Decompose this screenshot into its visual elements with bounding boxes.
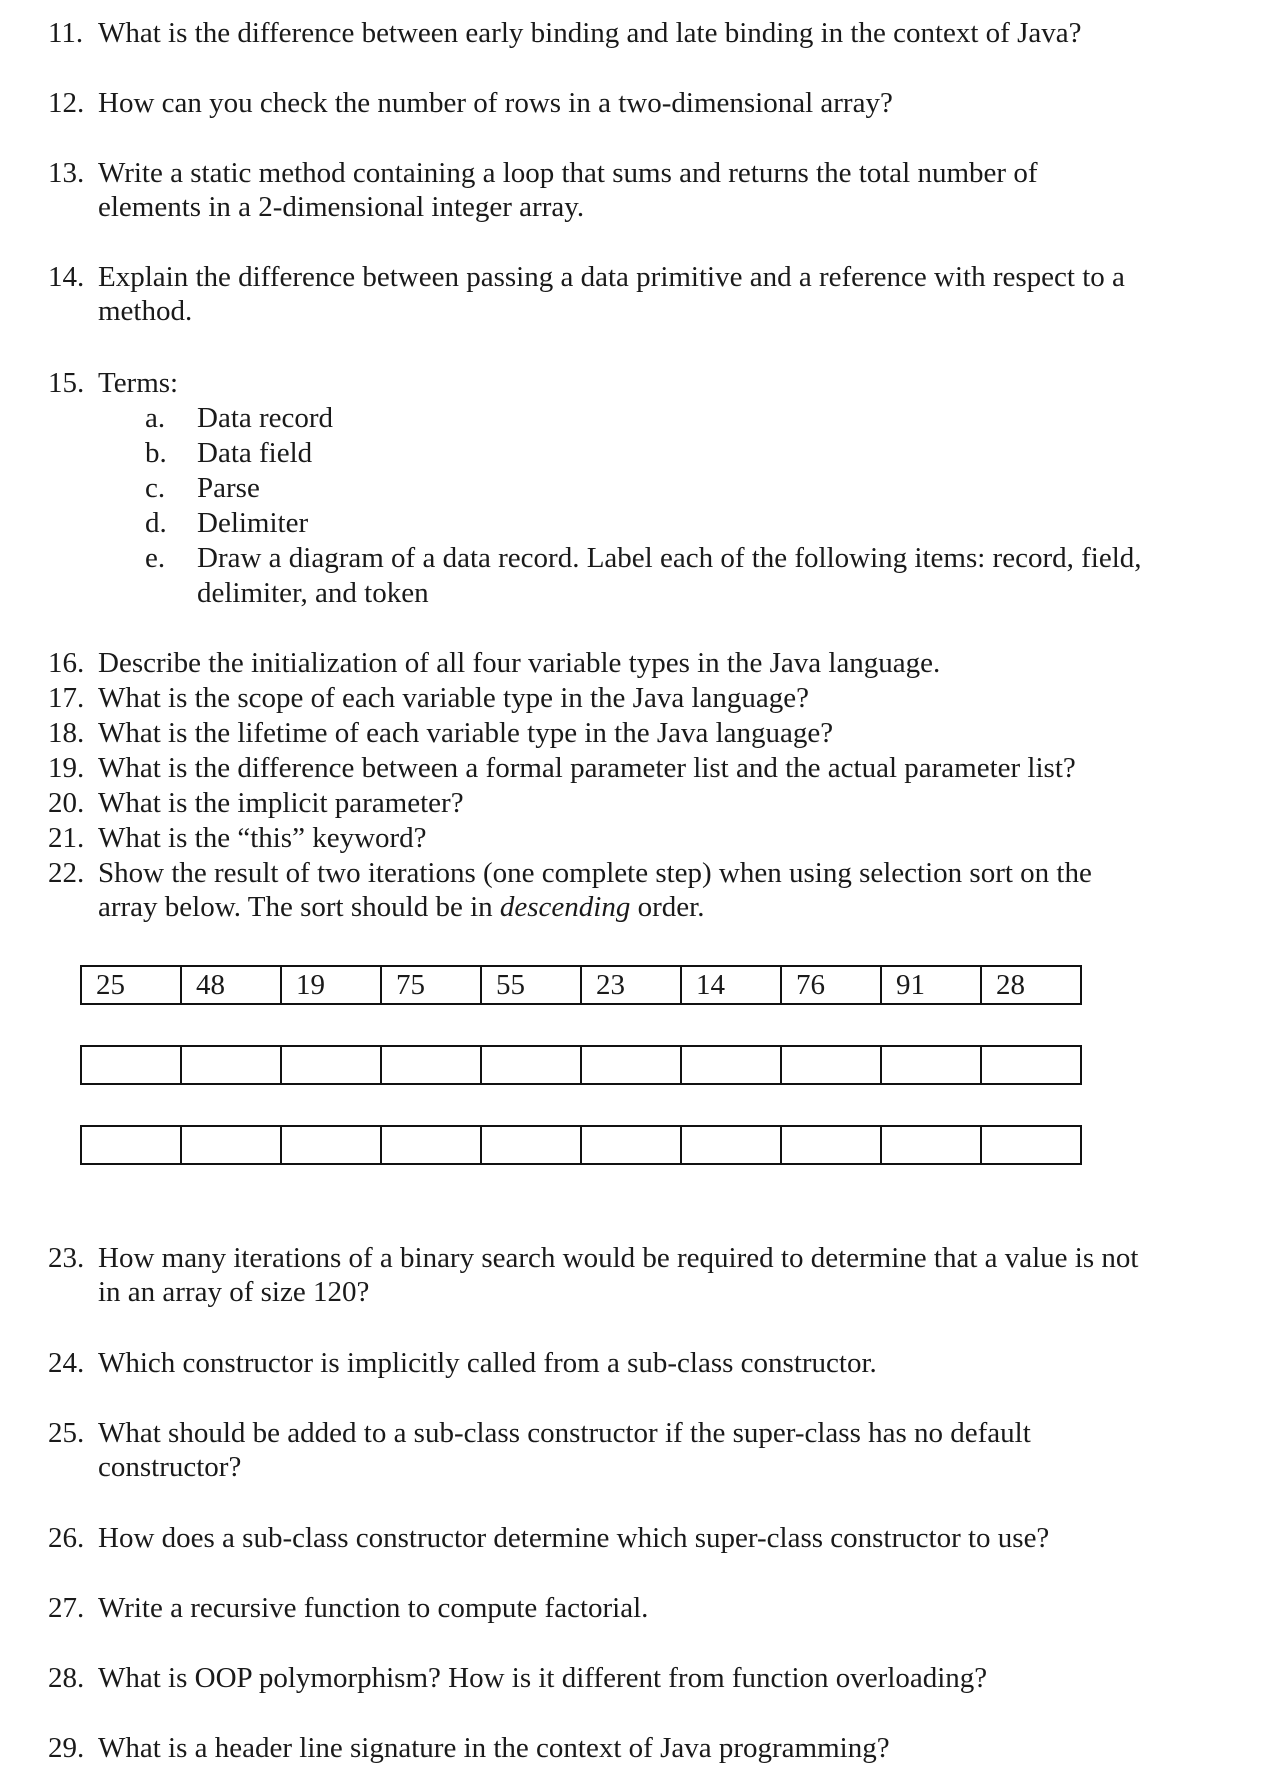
question-21 — [48, 821, 1228, 855]
question-text-line1: What should be added to a sub-class constructor if the super-class has no default — [98, 1417, 1031, 1449]
array-cell: 76 — [782, 967, 882, 1003]
question-text: How can you check the number of rows in a two-dimensional array? — [98, 87, 893, 119]
question-number: 26. — [48, 1522, 85, 1554]
question-text: Describe the initialization of all four variable types in the Java language. — [98, 647, 941, 679]
question-14 — [48, 260, 1228, 328]
question-28 — [48, 1661, 1228, 1695]
array-cell-blank[interactable] — [82, 1127, 182, 1163]
question-text: What is the difference between a formal parameter list and the actual parameter list? — [98, 752, 1076, 784]
array-cell: 23 — [582, 967, 682, 1003]
question-text: What is a header line signature in the context of Java programming? — [98, 1732, 890, 1764]
array-cell-blank[interactable] — [682, 1047, 782, 1083]
array-cell: 19 — [282, 967, 382, 1003]
array-cell-blank[interactable] — [482, 1127, 582, 1163]
question-number: 19. — [48, 752, 85, 784]
array-iteration-1-blank — [80, 1045, 1082, 1085]
array-cell: 91 — [882, 967, 982, 1003]
array-cell-blank[interactable] — [782, 1127, 882, 1163]
term-letter: a. — [145, 402, 166, 434]
question-text-line1: How many iterations of a binary search would be required to determine that a value is not — [98, 1242, 1139, 1274]
question-number: 12. — [48, 87, 85, 119]
question-number: 18. — [48, 717, 85, 749]
array-cell-blank[interactable] — [282, 1127, 382, 1163]
array-cell: 28 — [996, 969, 1025, 1001]
question-text: What is the difference between early binding and late binding in the context of Java? — [98, 17, 1082, 49]
term-text: Delimiter — [197, 507, 309, 539]
array-iteration-2-blank — [80, 1125, 1082, 1165]
array-cell-blank[interactable] — [382, 1127, 482, 1163]
question-text: Terms: — [98, 367, 179, 399]
question-17 — [48, 681, 1228, 715]
term-letter: e. — [145, 542, 166, 574]
term-c — [145, 471, 1225, 506]
term-text: Data record — [197, 402, 334, 434]
question-number: 20. — [48, 787, 85, 819]
question-text-line2: in an array of size 120? — [98, 1276, 370, 1308]
array-cell-blank[interactable] — [282, 1047, 382, 1083]
question-number: 14. — [48, 261, 85, 293]
question-text-line2: elements in a 2-dimensional integer array. — [98, 191, 585, 223]
term-d — [145, 506, 1225, 541]
array-cell-blank[interactable] — [82, 1047, 182, 1083]
array-cell: 14 — [682, 967, 782, 1003]
question-text-part: order. — [630, 891, 705, 923]
question-23 — [48, 1241, 1228, 1309]
question-text-line2: method. — [98, 295, 193, 327]
question-number: 27. — [48, 1592, 85, 1624]
question-number: 21. — [48, 822, 85, 854]
question-text: What is OOP polymorphism? How is it different from function overloading? — [98, 1662, 988, 1694]
array-cell: 48 — [182, 967, 282, 1003]
array-cell: 25 — [82, 967, 182, 1003]
array-cell-blank[interactable] — [582, 1047, 682, 1083]
term-text-line2: delimiter, and token — [197, 577, 429, 609]
term-text: Parse — [197, 472, 260, 504]
question-text: What is the implicit parameter? — [98, 787, 464, 819]
question-text-line1: Show the result of two iterations (one complete step) when using selection sort on the — [98, 857, 1092, 889]
question-number: 13. — [48, 157, 85, 189]
question-number: 25. — [48, 1417, 85, 1449]
term-letter: b. — [145, 437, 167, 469]
question-24 — [48, 1346, 1228, 1380]
question-number: 15. — [48, 367, 85, 399]
question-text: Which constructor is implicitly called from a sub-class constructor. — [98, 1347, 877, 1379]
question-text: What is the lifetime of each variable type in the Java language? — [98, 717, 834, 749]
array-cell-blank[interactable] — [682, 1127, 782, 1163]
array-cell-blank[interactable] — [882, 1047, 982, 1083]
array-cell-blank[interactable] — [982, 1127, 1080, 1163]
array-cell-blank[interactable] — [482, 1047, 582, 1083]
question-number: 16. — [48, 647, 85, 679]
question-26 — [48, 1521, 1228, 1555]
question-12 — [48, 86, 1228, 120]
question-text: What is the scope of each variable type in the Java language? — [98, 682, 809, 714]
array-cell-blank[interactable] — [982, 1047, 1080, 1083]
question-text-line1: Write a static method containing a loop that sums and returns the total number of — [98, 157, 1038, 189]
question-18 — [48, 716, 1228, 750]
array-cell-blank[interactable] — [382, 1047, 482, 1083]
question-number: 23. — [48, 1242, 85, 1274]
array-cell-blank[interactable] — [882, 1127, 982, 1163]
array-cell-blank[interactable] — [182, 1127, 282, 1163]
array-cell: 75 — [382, 967, 482, 1003]
question-15 — [48, 366, 1228, 400]
question-text-line1: Explain the difference between passing a data primitive and a reference with respect to a — [98, 261, 1125, 293]
term-e — [145, 541, 1225, 611]
question-text: What is the “this” keyword? — [98, 822, 427, 854]
question-16 — [48, 646, 1228, 680]
question-29 — [48, 1731, 1228, 1765]
array-given — [80, 965, 1082, 1005]
array-cell-blank[interactable] — [582, 1127, 682, 1163]
array-cell-blank[interactable] — [182, 1047, 282, 1083]
term-text: Data field — [197, 437, 313, 469]
question-13 — [48, 156, 1228, 224]
emphasis-descending: descending — [499, 891, 631, 923]
question-25 — [48, 1416, 1228, 1484]
question-text: Write a recursive function to compute factorial. — [98, 1592, 649, 1624]
question-19 — [48, 751, 1228, 785]
question-number: 29. — [48, 1732, 85, 1764]
question-number: 22. — [48, 857, 85, 889]
question-number: 28. — [48, 1662, 85, 1694]
term-letter: d. — [145, 507, 167, 539]
term-letter: c. — [145, 472, 166, 504]
term-text-line1: Draw a diagram of a data record. Label each of the following items: record, field, — [197, 542, 1142, 574]
question-22 — [48, 856, 1228, 924]
question-20 — [48, 786, 1228, 820]
question-text-line2 — [98, 890, 1228, 924]
question-number: 17. — [48, 682, 85, 714]
term-b — [145, 436, 1225, 471]
term-a — [145, 401, 1225, 436]
array-cell: 55 — [482, 967, 582, 1003]
question-text-line2: constructor? — [98, 1451, 242, 1483]
question-text: How does a sub-class constructor determine which super-class constructor to use? — [98, 1522, 1050, 1554]
question-text-part: array below. The sort should be in — [98, 891, 500, 923]
question-number: 24. — [48, 1347, 85, 1379]
question-27 — [48, 1591, 1228, 1625]
array-cell-blank[interactable] — [782, 1047, 882, 1083]
question-11 — [48, 16, 1228, 50]
question-number: 11. — [48, 17, 84, 49]
